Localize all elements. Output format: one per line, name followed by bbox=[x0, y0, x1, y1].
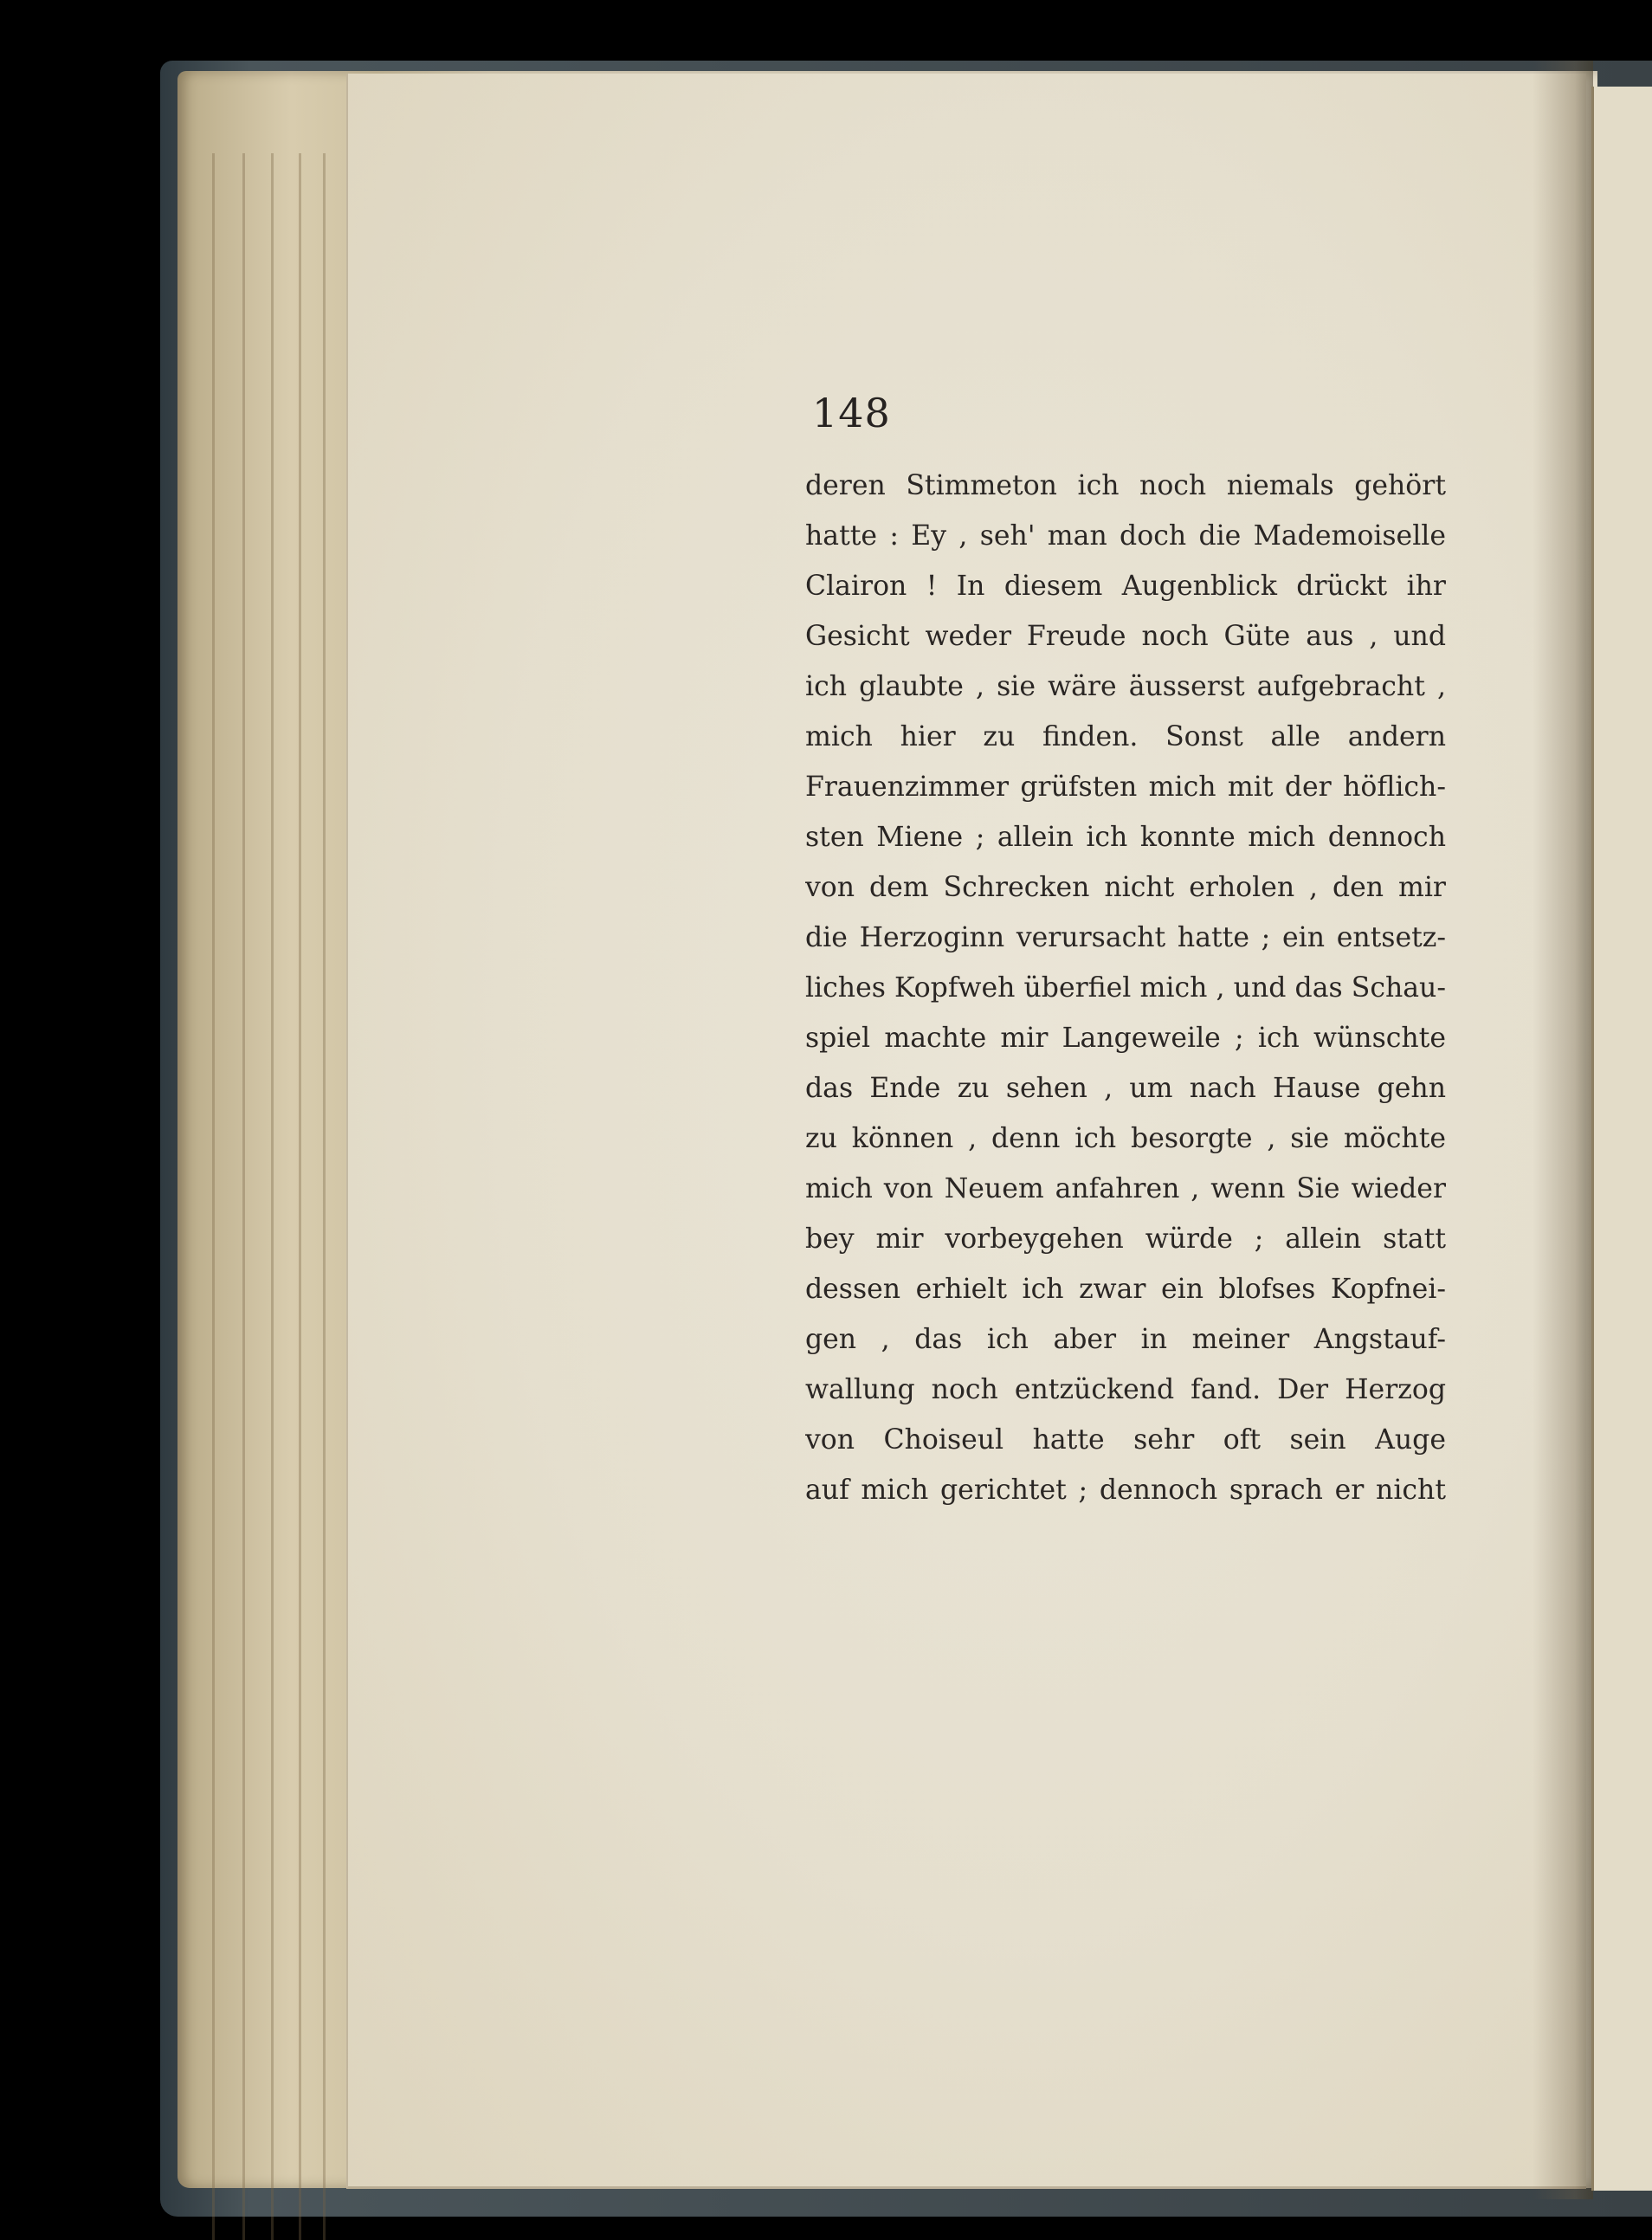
text-line: liches Kopfweh überfiel mich , und das Schau- bbox=[805, 972, 1446, 1004]
text-line: von dem Schrecken nicht erholen , den mir bbox=[805, 872, 1446, 903]
text-line: wallung noch entzückend fand. Der Herzog bbox=[805, 1374, 1446, 1405]
text-line: deren Stimmeton ich noch niemals gehört bbox=[805, 470, 1446, 501]
page-edge-line bbox=[242, 153, 245, 2240]
facing-page-edge bbox=[1591, 87, 1652, 2191]
text-line: Frauenzimmer grüfsten mich mit der höflich- bbox=[805, 771, 1446, 803]
text-line: von Choiseul hatte sehr oft sein Auge bbox=[805, 1424, 1446, 1456]
text-line: Clairon ! In diesem Augenblick drückt ihr bbox=[805, 571, 1446, 602]
text-line: spiel machte mir Langeweile ; ich wünschte bbox=[805, 1023, 1446, 1054]
book-gutter bbox=[1533, 61, 1593, 2199]
text-line: hatte : Ey , seh' man doch die Mademoiselle bbox=[805, 520, 1446, 552]
body-text bbox=[805, 461, 1446, 1515]
text-line: mich hier zu finden. Sonst alle andern bbox=[805, 721, 1446, 752]
text-line: mich von Neuem anfahren , wenn Sie wieder bbox=[805, 1173, 1446, 1204]
page-edge-line bbox=[212, 153, 215, 2240]
page-number: 148 bbox=[812, 390, 891, 436]
text-line: Gesicht weder Freude noch Güte aus , und bbox=[805, 621, 1446, 652]
text-line: ich glaubte , sie wäre äusserst aufgebracht , bbox=[805, 671, 1446, 702]
text-line: zu können , denn ich besorgte , sie möchte bbox=[805, 1123, 1446, 1154]
page-edge-line bbox=[323, 153, 326, 2240]
text-line: sten Miene ; allein ich konnte mich dennoch bbox=[805, 822, 1446, 853]
text-line: bey mir vorbeygehen würde ; allein statt bbox=[805, 1223, 1446, 1255]
page-edge-line bbox=[271, 153, 274, 2240]
text-line: die Herzoginn verursacht hatte ; ein entsetz- bbox=[805, 922, 1446, 953]
text-line: auf mich gerichtet ; dennoch sprach er nicht bbox=[805, 1475, 1446, 1506]
page-edge-line bbox=[299, 153, 301, 2240]
text-line: dessen erhielt ich zwar ein blofses Kopfnei- bbox=[805, 1274, 1446, 1305]
text-line: gen , das ich aber in meiner Angstauf- bbox=[805, 1324, 1446, 1355]
text-line: das Ende zu sehen , um nach Hause gehn bbox=[805, 1073, 1446, 1104]
